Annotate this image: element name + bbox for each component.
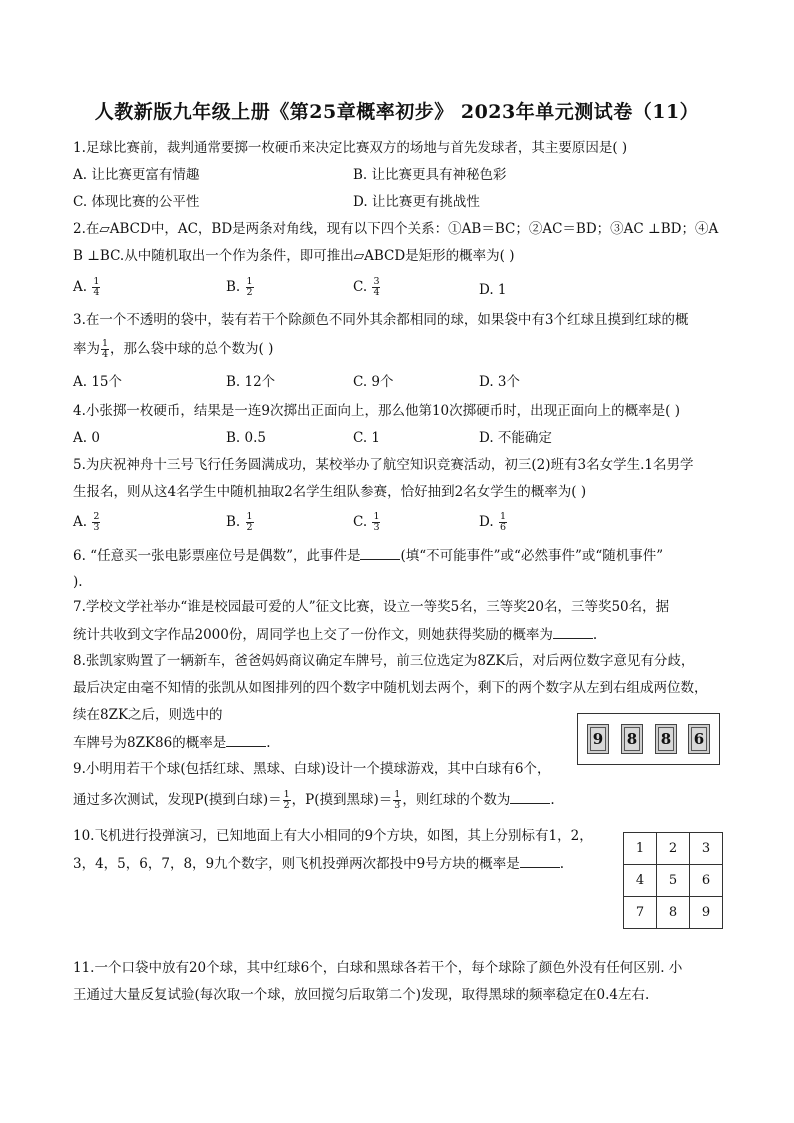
- question-6-line-1: [73, 545, 663, 566]
- text: 率为: [73, 341, 100, 357]
- numerator: 3: [373, 276, 380, 287]
- number-grid-figure: [623, 832, 723, 929]
- text: ，则红球的个数为: [402, 792, 511, 808]
- text: .: [592, 627, 598, 643]
- q5-option-d: [479, 512, 508, 533]
- option-label: C.: [353, 279, 368, 295]
- digit-card-value: 6: [691, 727, 707, 751]
- digit-card-value: 8: [624, 727, 640, 751]
- denominator: 4: [102, 349, 109, 360]
- grid-cell: 9: [690, 897, 723, 929]
- fraction: [92, 277, 100, 298]
- grid-cell: 5: [657, 865, 690, 897]
- question-3-line-2: [73, 339, 273, 360]
- fraction: [246, 512, 254, 533]
- numerator: 1: [93, 276, 100, 287]
- question-11-line-1: 11.一个口袋中放有20个球，其中红球6个，白球和黑球各若干个，每个球除了颜色外没有任何区别. 小: [73, 960, 683, 976]
- q5-option-a: [73, 512, 101, 533]
- grid-row: [624, 897, 723, 929]
- denominator: 4: [93, 287, 100, 298]
- q2-option-b: [226, 277, 255, 298]
- text: ，那么袋中球的总个数为( ): [110, 341, 274, 357]
- numerator: 1: [246, 511, 253, 522]
- question-5-line-2: 生报名，则从这4名学生中随机抽取2名学生组队参赛，恰好抽到2名女学生的概率为( ): [73, 484, 587, 500]
- question-9-line-2: [73, 789, 555, 811]
- grid-cell: 3: [690, 833, 723, 865]
- question-2-line-1: 2.在▱ABCD中，AC，BD是两条对角线，现有以下四个关系：①AB＝BC；②AC＝BD；③AC ⊥BD；④A: [73, 221, 719, 237]
- denominator: 2: [246, 522, 253, 533]
- grid-row: [624, 833, 723, 865]
- option-label: D.: [479, 514, 494, 530]
- option-label: B.: [226, 279, 241, 295]
- question-5-line-1: 5.为庆祝神舟十三号飞行任务圆满成功，某校举办了航空知识竞赛活动，初三(2)班有3名女学生.1名男学: [73, 457, 694, 473]
- question-8-line-4: [73, 732, 271, 753]
- fraction: [372, 277, 380, 298]
- denominator: 2: [283, 800, 290, 811]
- text: (填“不可能事件”或“必然事件”或“随机事件”: [400, 548, 664, 564]
- question-2-line-2: B ⊥BC.从中随机取出一个作为条件，即可推出▱ABCD是矩形的概率为( ): [73, 248, 515, 264]
- numerator: 1: [283, 789, 290, 800]
- grid-cell: 2: [657, 833, 690, 865]
- fraction: [283, 790, 291, 811]
- question-3-line-1: 3.在一个不透明的袋中，装有若干个除颜色不同外其余都相同的球，如果袋中有3个红球且摸到红球的概: [73, 312, 689, 328]
- question-1-stem: 1.足球比赛前，裁判通常要掷一枚硬币来决定比赛双方的场地与首先发球者，其主要原因是( ): [73, 140, 628, 156]
- q3-option-d: D. 3个: [479, 374, 521, 390]
- question-10-line-1: 10.飞机进行投弹演习，已知地面上有大小相同的9个方块，如图，其上分别标有1，2，: [73, 828, 593, 844]
- grid-cell: 7: [624, 897, 657, 929]
- grid-cell: 4: [624, 865, 657, 897]
- q4-option-c: C. 1: [353, 430, 381, 446]
- digit-card: [655, 724, 677, 754]
- question-8-line-1: 8.张凯家购置了一辆新车，爸爸妈妈商议确定车牌号，前三位选定为8ZK后，对后两位数字意见有分歧，: [73, 653, 695, 669]
- answer-blank[interactable]: [360, 545, 400, 560]
- numerator: 2: [93, 511, 100, 522]
- denominator: 3: [394, 800, 401, 811]
- q1-option-b: B. 让比赛更具有神秘色彩: [353, 167, 507, 183]
- numerator: 1: [394, 789, 401, 800]
- question-8-line-3: 续在8ZK之后，则选中的: [73, 707, 223, 723]
- denominator: 2: [246, 287, 253, 298]
- grid-cell: 6: [690, 865, 723, 897]
- text: .: [266, 735, 271, 751]
- text: 6. “任意买一张电影票座位号是偶数”，此事件是: [73, 548, 361, 564]
- q2-option-d: D. 1: [479, 282, 507, 298]
- fraction: [499, 512, 507, 533]
- text: 通过多次测试，发现P(摸到白球)＝: [73, 792, 282, 808]
- fraction: [246, 277, 254, 298]
- digit-card: [688, 724, 710, 754]
- denominator: 3: [93, 522, 100, 533]
- q4-option-a: A. 0: [73, 430, 100, 446]
- fraction: [101, 339, 109, 360]
- digit-card: [587, 724, 609, 754]
- grid-cell: 1: [624, 833, 657, 865]
- q3-option-c: C. 9个: [353, 374, 394, 390]
- numerator: 1: [102, 338, 109, 349]
- numerator: 1: [373, 511, 380, 522]
- question-4-stem: 4.小张掷一枚硬币，结果是一连9次掷出正面向上，那么他第10次掷硬币时，出现正面向上的概率是( ): [73, 403, 680, 419]
- text: .: [559, 856, 565, 872]
- q1-option-c: C. 体现比赛的公平性: [73, 194, 200, 210]
- numerator: 1: [246, 276, 253, 287]
- q2-option-c: [353, 277, 381, 298]
- q3-option-b: B. 12个: [226, 374, 276, 390]
- q4-option-d: D. 不能确定: [479, 430, 552, 446]
- question-11-line-2: 王通过大量反复试验(每次取一个球，放回搅匀后取第二个)发现，取得黑球的频率稳定在0.4左右.: [73, 987, 650, 1003]
- option-label: A.: [73, 279, 88, 295]
- digit-cards-figure: [577, 713, 720, 765]
- answer-blank[interactable]: [510, 789, 550, 804]
- q4-option-b: B. 0.5: [226, 430, 266, 446]
- option-label: B.: [226, 514, 241, 530]
- denominator: 3: [373, 522, 380, 533]
- denominator: 6: [499, 522, 506, 533]
- text: 统计共收到文字作品2000份，周同学也上交了一份作文，则她获得奖励的概率为: [73, 627, 553, 643]
- answer-blank[interactable]: [520, 853, 560, 868]
- fraction: [92, 512, 100, 533]
- question-9-line-1: 9.小明用若干个球(包括红球、黑球、白球)设计一个摸球游戏，其中白球有6个，: [73, 761, 551, 777]
- question-10-line-2: [73, 853, 564, 874]
- option-label: A.: [73, 514, 88, 530]
- q1-option-d: D. 让比赛更有挑战性: [353, 194, 480, 210]
- answer-blank[interactable]: [226, 732, 266, 747]
- question-7-line-2: [73, 624, 597, 645]
- text: 车牌号为8ZK86的概率是: [73, 735, 227, 751]
- numerator: 1: [499, 511, 506, 522]
- q3-option-a: A. 15个: [73, 374, 123, 390]
- option-label: C.: [353, 514, 368, 530]
- grid-cell: 8: [657, 897, 690, 929]
- answer-blank[interactable]: [553, 624, 593, 639]
- text: ，P(摸到黑球)＝: [291, 792, 393, 808]
- question-8-line-2: 最后决定由毫不知情的张凯从如图排列的四个数字中随机划去两个，剩下的两个数字从左到右组成两位数，: [73, 680, 708, 696]
- fraction: [372, 512, 380, 533]
- q1-option-a: A. 让比赛更富有情趣: [73, 167, 200, 183]
- digit-card: [621, 724, 643, 754]
- text: 3，4，5，6，7，8，9九个数字，则飞机投弹两次都投中9号方块的概率是: [73, 856, 520, 872]
- grid-row: [624, 865, 723, 897]
- digit-card-value: 8: [658, 727, 674, 751]
- q5-option-c: [353, 512, 381, 533]
- question-7-line-1: 7.学校文学社举办“谁是校园最可爱的人”征文比赛，设立一等奖5名，三等奖20名，三等奖50名，据: [73, 599, 670, 615]
- digit-card-value: 9: [590, 727, 606, 751]
- q5-option-b: [226, 512, 255, 533]
- q2-option-a: [73, 277, 101, 298]
- page-title: 人教新版九年级上册《第25章概率初步》 2023年单元测试卷（11）: [94, 101, 700, 123]
- text: .: [550, 792, 555, 808]
- denominator: 4: [373, 287, 380, 298]
- fraction: [393, 790, 401, 811]
- question-6-line-2: ).: [73, 574, 83, 590]
